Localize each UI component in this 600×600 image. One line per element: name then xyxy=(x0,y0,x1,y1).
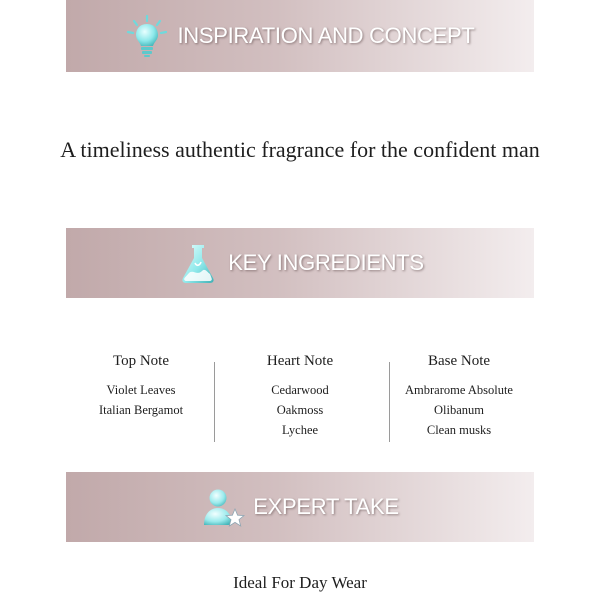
base-note-heading: Base Note xyxy=(427,353,491,369)
list-item: Lychee xyxy=(281,423,319,437)
flask-icon xyxy=(176,241,220,285)
heart-note-heading: Heart Note xyxy=(266,353,334,369)
ingredients-banner xyxy=(66,228,534,298)
inspiration-banner xyxy=(66,0,534,72)
concept-description: A timeliness authentic fragrance for the confident man xyxy=(60,137,540,162)
column-divider xyxy=(214,362,215,442)
list-item: Italian Bergamot xyxy=(98,403,184,417)
expert-banner xyxy=(66,472,534,542)
heart-note-column xyxy=(225,352,375,440)
fragrance-notes xyxy=(66,352,534,452)
list-item: Ambrarome Absolute xyxy=(405,383,513,397)
top-note-column xyxy=(66,352,216,420)
expert-title: EXPERT TAKE xyxy=(253,494,399,519)
list-item: Cedarwood xyxy=(271,383,329,397)
inspiration-title: INSPIRATION AND CONCEPT xyxy=(177,23,475,48)
top-note-heading: Top Note xyxy=(112,353,170,369)
ingredients-title: KEY INGREDIENTS xyxy=(228,250,424,275)
base-note-column xyxy=(384,352,534,440)
expert-recommendation: Ideal For Day Wear xyxy=(233,573,367,592)
lightbulb-icon xyxy=(125,14,169,58)
expert-user-star-icon xyxy=(201,485,245,529)
list-item: Olibanum xyxy=(434,403,484,417)
list-item: Violet Leaves xyxy=(106,383,176,397)
list-item: Clean musks xyxy=(426,423,492,437)
list-item: Oakmoss xyxy=(276,403,324,417)
